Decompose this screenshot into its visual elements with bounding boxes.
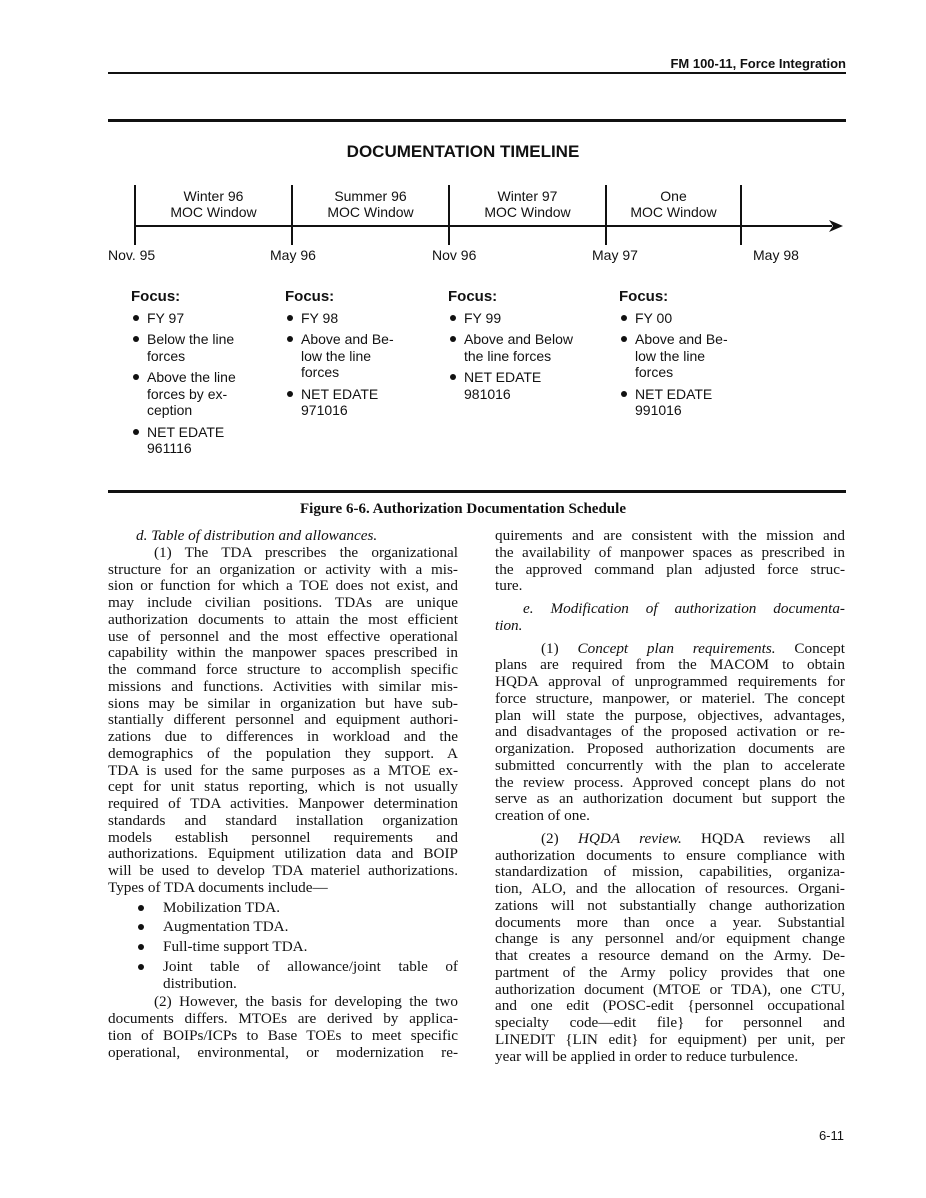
text-line: Augmentation TDA.: [163, 918, 289, 936]
text-line: plans are required from the MACOM to obtain: [495, 656, 845, 674]
left-column: [108, 528, 458, 1061]
timeline-title: DOCUMENTATION TIMELINE: [346, 142, 580, 161]
text-line: [495, 641, 845, 658]
date-label: May 96: [270, 247, 316, 263]
focus-item: FY 97: [131, 310, 281, 327]
focus-item: Above and Be- low the line forces: [285, 331, 435, 381]
text-line: change is any personnel and/or equipment change: [495, 930, 845, 948]
focus-column: [285, 289, 435, 424]
window-name: Winter 96: [183, 188, 244, 204]
para-title: Concept plan requirements.: [577, 639, 776, 657]
text-line: Full-time support TDA.: [163, 938, 308, 955]
text-line: sions may be similar in organization but have sub-: [108, 694, 458, 712]
date-label: May 98: [753, 247, 799, 263]
text-line: and one edit (POSC-edit {personnel occupational: [495, 997, 845, 1015]
focus-column: [131, 289, 281, 462]
focus-heading: Focus:: [131, 288, 181, 305]
date-label: Nov 96: [432, 247, 477, 263]
date-label: Nov. 95: [108, 247, 156, 263]
text-line: the approved command plan adjusted force struc-: [495, 560, 845, 578]
window-type: MOC Window: [170, 204, 257, 220]
focus-heading: Focus:: [285, 288, 335, 305]
focus-item: NET EDATE 971016: [285, 386, 435, 419]
text-line: partment of the Army policy provides that one: [495, 963, 845, 981]
text-line: authorization documents to ensure compliance with: [495, 846, 845, 864]
running-header: FM 100-11, Force Integration: [670, 56, 846, 71]
text-line: creation of one.: [495, 807, 590, 824]
text-line: and disadvantages of the proposed activation or re-: [495, 723, 845, 741]
text-line: year will be applied in order to reduce turbulence.: [495, 1047, 799, 1065]
text-line: structure for an organization or activity with a mis-: [108, 560, 458, 578]
focus-item: FY 98: [285, 310, 435, 327]
window-type: MOC Window: [327, 204, 414, 220]
focus-item: FY 00: [619, 310, 769, 327]
para-number: (2): [541, 829, 578, 847]
text-line: force structure, manpower, or materiel. The concept: [495, 689, 845, 707]
window-type: MOC Window: [484, 204, 571, 220]
right-column: [495, 528, 845, 1065]
text-line: tion of BOIPs/ICPs to Base TOEs to meet specific: [108, 1026, 458, 1044]
text-line: documents more than once a year. Substantial: [495, 913, 845, 931]
text-line: Mobilization TDA.: [163, 898, 280, 916]
window-name: One: [660, 188, 687, 204]
text-line: organization. Proposed authorization documents are: [495, 740, 845, 757]
text-line: cept for unit status reporting, which is not usually: [108, 778, 458, 796]
focus-heading: Focus:: [619, 288, 669, 305]
text-line: missions and functions. Activities with similar mis-: [108, 677, 458, 695]
text-line: Joint table of allowance/joint table of: [163, 957, 458, 975]
focus-item: NET EDATE 961116: [131, 424, 281, 457]
figure-bottom-rule: [108, 490, 846, 493]
text-line: distribution.: [163, 974, 237, 992]
text-line: the command force structure to accomplish specific: [108, 661, 458, 678]
section-heading: d. Table of distribution and allowances.: [136, 527, 378, 544]
window-name: Summer 96: [334, 188, 407, 204]
bullet-item: [108, 959, 458, 993]
date-label: May 97: [592, 247, 638, 263]
text-line: serve as an authorization document but support the: [495, 790, 845, 808]
focus-item: Above and Below the line forces: [448, 331, 598, 364]
page-number: 6-11: [818, 1128, 844, 1143]
text-line: zations will not substantially change authorization: [495, 896, 845, 914]
text-line: zations due to differences in workload and the: [108, 728, 458, 745]
text-line: plan will state the purpose, objectives, advantages,: [495, 706, 845, 724]
text-line: authorizations. Equipment utilization data and BOIP: [108, 845, 458, 863]
focus-item: Above and Be- low the line forces: [619, 331, 769, 381]
text-line: ture.: [495, 577, 523, 595]
text-line: (1) The TDA prescribes the organizational: [154, 543, 458, 561]
section-heading: e. Modification of authorization documenta-: [523, 600, 845, 617]
text-line: stantially different personnel and equipment authori-: [108, 711, 458, 729]
text-run: HQDA reviews all: [681, 829, 845, 847]
text-line: use of personnel and the most effective operational: [108, 627, 458, 645]
text-line: authorization documents to attain the most efficient: [108, 610, 458, 628]
text-line: may include civilian positions. TDAs are unique: [108, 594, 458, 611]
text-line: TDA is used for the same purposes as a MTOE ex-: [108, 761, 458, 779]
text-line: HQDA approval of unprogrammed requirements for: [495, 673, 845, 690]
text-line: authorization document (MTOE or TDA), one CTU,: [495, 980, 845, 998]
window-label: [292, 188, 449, 220]
focus-item: NET EDATE 981016: [448, 369, 598, 402]
para-title: HQDA review.: [577, 829, 682, 847]
text-line: standardization of mission, capabilities, organiza-: [495, 863, 845, 881]
text-line: LINEDIT {LIN edit} for equipment) per unit, per: [495, 1030, 845, 1048]
text-line: quirements and are consistent with the mission and: [495, 527, 845, 544]
text-line: the availability of manpower spaces as prescribed in: [495, 543, 845, 561]
focus-item: NET EDATE 991016: [619, 386, 769, 419]
text-line: demographics of the population they support. A: [108, 744, 458, 762]
text-run: Concept: [775, 639, 845, 657]
focus-column: [448, 289, 598, 407]
text-line: standards and standard installation organization: [108, 811, 458, 829]
text-line: documents differs. MTOEs are derived by applica-: [108, 1010, 458, 1027]
focus-item: FY 99: [448, 310, 598, 327]
text-line: specialty code—edit file} for personnel and: [495, 1014, 845, 1031]
para-number: (1): [541, 639, 578, 657]
text-line: models establish personnel requirements and: [108, 828, 458, 846]
figure-caption: Figure 6-6. Authorization Documentation Schedule: [300, 501, 626, 517]
window-label: [606, 188, 741, 220]
window-label: [449, 188, 606, 220]
text-line: sion or function for which a TOE does not exist, and: [108, 577, 458, 595]
text-line: [495, 831, 845, 848]
focus-item: Above the line forces by ex- ception: [131, 369, 281, 419]
window-type: MOC Window: [630, 204, 717, 220]
window-name: Winter 97: [497, 188, 558, 204]
text-line: required of TDA activities. Manpower determination: [108, 795, 458, 812]
text-line: (2) However, the basis for developing the two: [154, 993, 458, 1011]
window-label: [135, 188, 292, 220]
focus-column: [619, 289, 769, 424]
text-line: the review process. Approved concept plans do not: [495, 773, 845, 791]
bullet-item: [108, 919, 458, 936]
text-line: will be used to develop TDA materiel authorizations.: [108, 862, 458, 879]
bullet-item: [108, 900, 458, 917]
text-line: capability within the manpower spaces prescribed in: [108, 644, 458, 662]
text-line: operational, environmental, or modernization re-: [108, 1043, 458, 1061]
focus-item: Below the line forces: [131, 331, 281, 364]
text-line: submitted concurrently with the plan to accelerate: [495, 756, 845, 774]
text-line: Types of TDA documents include—: [108, 878, 328, 896]
text-line: tion, ALO, and the allocation of resources. Organi-: [495, 880, 845, 897]
section-heading: tion.: [495, 616, 523, 634]
bullet-item: [108, 939, 458, 956]
text-line: that creates a resource demand on the Army. De-: [495, 947, 845, 964]
focus-heading: Focus:: [448, 288, 498, 305]
